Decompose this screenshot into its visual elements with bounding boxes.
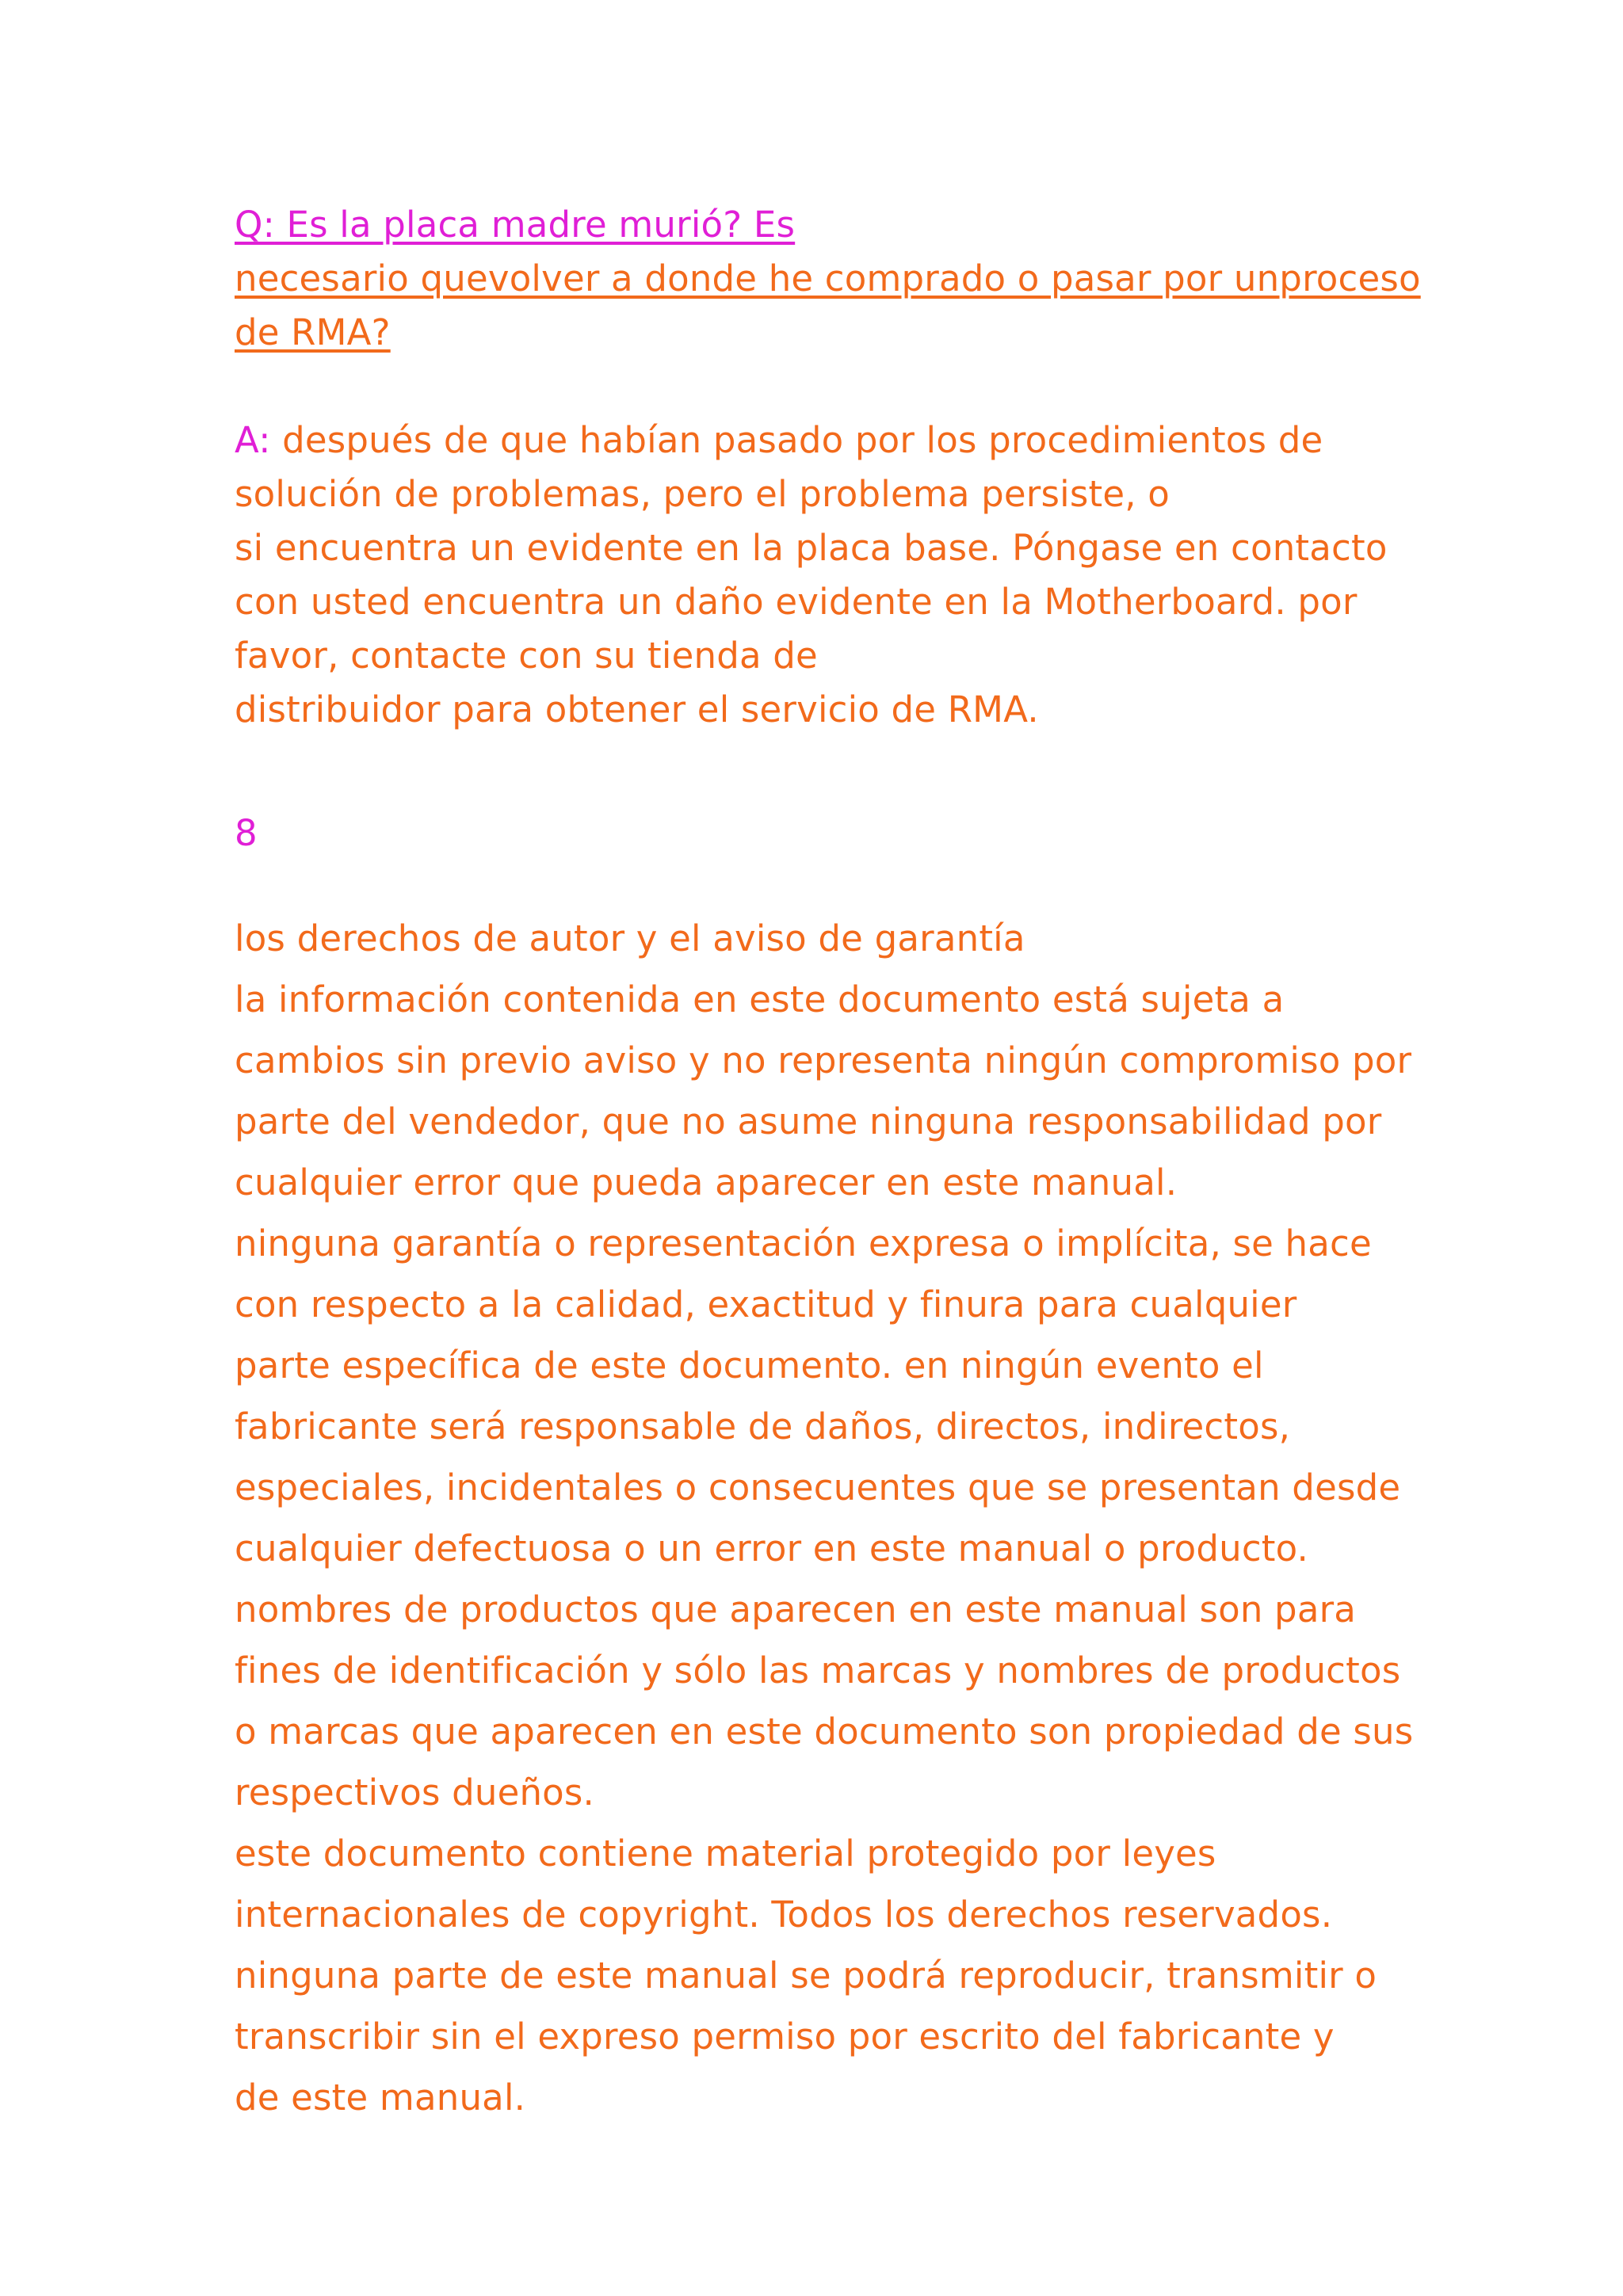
copyright-line-5: ninguna garantía o representación expresa o implícita, se hace	[235, 1222, 1372, 1264]
answer-prefix: A:	[235, 419, 271, 461]
question-line-1	[235, 198, 1407, 252]
copyright-line-4: cualquier error que pueda aparecer en este manual.	[235, 1161, 1178, 1203]
faq-question	[235, 198, 1421, 360]
copyright-line-12: fines de identificación y sólo las marcas y nombres de productos	[235, 1650, 1401, 1691]
copyright-line-1: la información contenida en este documento está sujeta a	[235, 978, 1285, 1020]
copyright-line-2: cambios sin previo aviso y no representa ningún compromiso por	[235, 1039, 1412, 1081]
copyright-line-3: parte del vendedor, que no asume ninguna responsabilidad por	[235, 1100, 1382, 1142]
copyright-heading: los derechos de autor y el aviso de garantía	[235, 917, 1025, 959]
answer-text: después de que habían pasado por los procedimientos de	[270, 419, 1323, 461]
answer-line-4: con usted encuentra un daño evidente en la Motherboard. por	[235, 581, 1358, 623]
copyright-line-18: transcribir sin el expreso permiso por escrito del fabricante y	[235, 2016, 1335, 2058]
answer-line-1	[235, 414, 1407, 467]
copyright-line-8: fabricante será responsable de daños, directos, indirectos,	[235, 1405, 1291, 1447]
answer-line-2: solución de problemas, pero el problema persiste, o	[235, 473, 1170, 515]
copyright-notice	[235, 908, 1414, 2128]
copyright-line-9: especiales, incidentales o consecuentes que se presentan desde	[235, 1466, 1401, 1508]
question-line-3: de RMA?	[235, 311, 391, 353]
copyright-line-16: internacionales de copyright. Todos los derechos reservados.	[235, 1894, 1333, 1936]
copyright-line-11: nombres de productos que aparecen en este manual son para	[235, 1589, 1357, 1630]
question-text: Es la placa madre murió? Es	[274, 204, 796, 246]
document-content	[235, 198, 1421, 2128]
copyright-line-14: respectivos dueños.	[235, 1772, 595, 1814]
copyright-line-15: este documento contiene material protegido por leyes	[235, 1833, 1216, 1875]
answer-line-6: distribuidor para obtener el servicio de RMA.	[235, 688, 1039, 730]
copyright-line-7: parte específica de este documento. en ningún evento el	[235, 1344, 1264, 1386]
question-line-2: necesario quevolver a donde he comprado o pasar por unproceso	[235, 257, 1421, 299]
answer-line-5: favor, contacte con su tienda de	[235, 635, 818, 677]
page-number-block	[235, 807, 1407, 860]
copyright-line-6: con respecto a la calidad, exactitud y finura para cualquier	[235, 1283, 1297, 1325]
faq-answer	[235, 414, 1407, 737]
copyright-line-19: de este manual.	[235, 2077, 526, 2119]
copyright-line-17: ninguna parte de este manual se podrá reproducir, transmitir o	[235, 1955, 1377, 1997]
page-number: 8	[235, 812, 258, 854]
answer-line-3: si encuentra un evidente en la placa base. Póngase en contacto	[235, 527, 1388, 569]
copyright-line-10: cualquier defectuosa o un error en este manual o producto.	[235, 1527, 1309, 1569]
question-prefix: Q:	[235, 204, 275, 246]
copyright-line-13: o marcas que aparecen en este documento son propiedad de sus	[235, 1711, 1414, 1753]
